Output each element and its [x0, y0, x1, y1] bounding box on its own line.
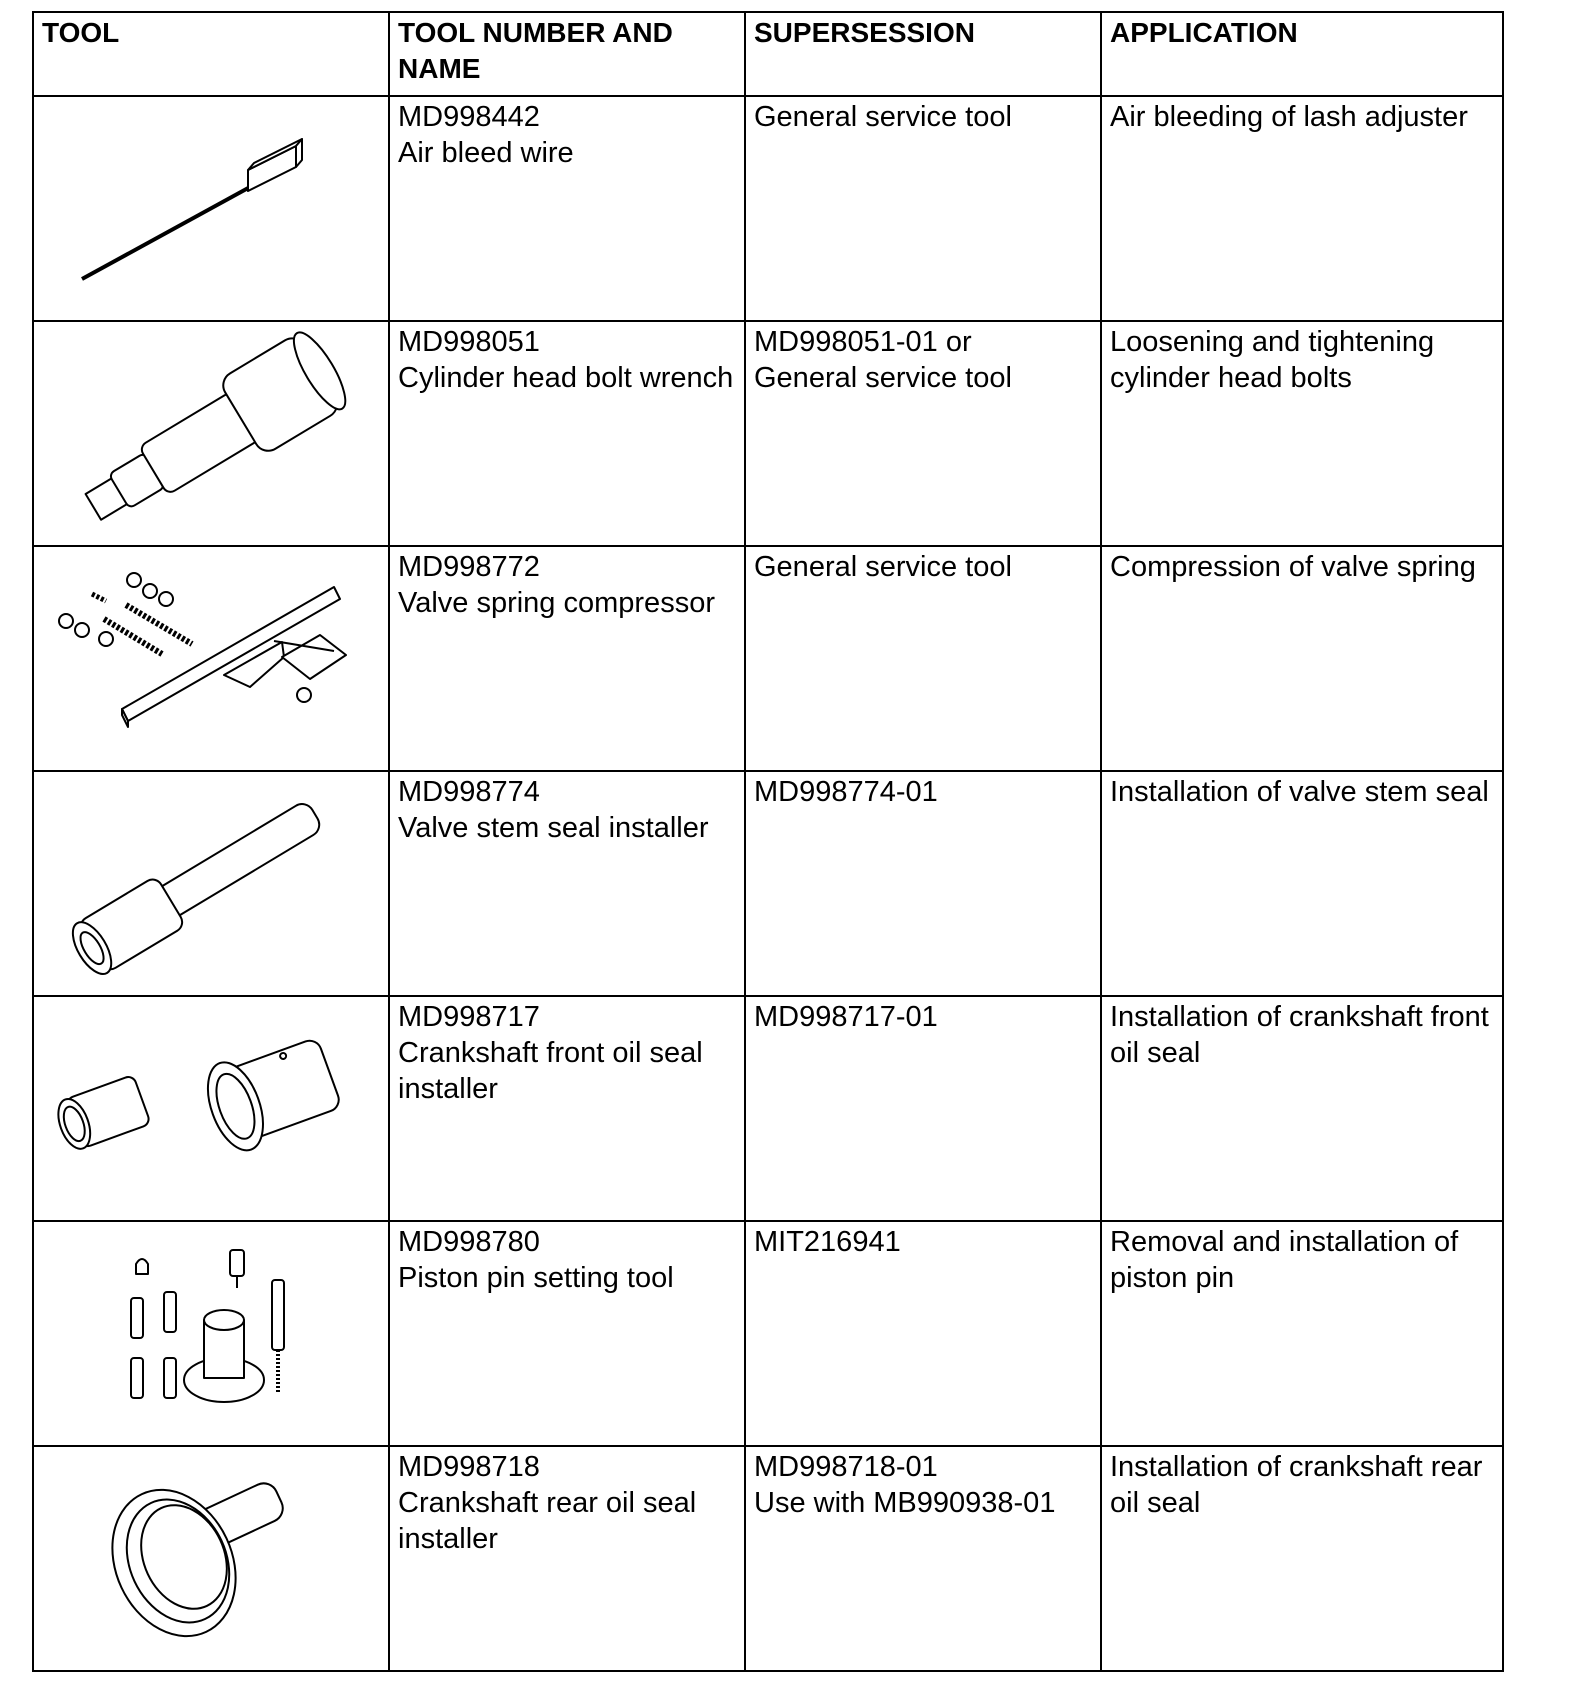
header-tool: TOOL — [33, 12, 389, 96]
application-text: Removal and installation of piston pin — [1110, 1226, 1459, 1294]
tool-number-name-cell — [389, 1446, 745, 1671]
application-text: Air bleeding of lash adjuster — [1110, 101, 1468, 133]
tool-image-cell — [33, 1221, 389, 1446]
table-row — [33, 1221, 1503, 1446]
supersession-line: MD998774-01 — [754, 776, 938, 808]
tool-image-cell — [33, 546, 389, 771]
application-text: Installation of crankshaft front oil seal — [1110, 1001, 1489, 1069]
table-row — [33, 96, 1503, 321]
crankshaft-front-oil-seal-installer-icon — [34, 997, 388, 1218]
cylinder-head-bolt-wrench-icon — [34, 322, 388, 543]
tool-name: Cylinder head bolt wrench — [398, 362, 734, 394]
tool-number: MD998718 — [398, 1451, 540, 1483]
supersession-cell — [745, 1446, 1101, 1671]
tool-number-name-cell — [389, 546, 745, 771]
tool-image-cell — [33, 996, 389, 1221]
tool-image-cell — [33, 771, 389, 996]
application-cell — [1101, 546, 1503, 771]
supersession-line: MIT216941 — [754, 1226, 901, 1258]
application-text: Installation of crankshaft rear oil seal — [1110, 1451, 1483, 1519]
tool-number-name-cell — [389, 321, 745, 546]
crankshaft-rear-oil-seal-installer-icon — [34, 1447, 388, 1668]
application-cell — [1101, 1446, 1503, 1671]
tool-image-cell — [33, 1446, 389, 1671]
supersession-cell — [745, 1221, 1101, 1446]
supersession-line: Use with MB990938-01 — [754, 1487, 1056, 1519]
tool-number: MD998051 — [398, 326, 540, 358]
table-row — [33, 546, 1503, 771]
table-row — [33, 771, 1503, 996]
supersession-cell — [745, 321, 1101, 546]
supersession-cell — [745, 96, 1101, 321]
tool-name: Crankshaft front oil seal installer — [398, 1037, 703, 1105]
tool-number-name-cell — [389, 771, 745, 996]
supersession-line: General service tool — [754, 362, 1012, 394]
header-application: APPLICATION — [1101, 12, 1503, 96]
tool-name: Valve stem seal installer — [398, 812, 709, 844]
table-row — [33, 321, 1503, 546]
supersession-line: MD998717-01 — [754, 1001, 938, 1033]
tool-number-name-cell — [389, 96, 745, 321]
table-row — [33, 996, 1503, 1221]
special-tools-table — [32, 11, 1504, 1672]
tool-number-name-cell — [389, 1221, 745, 1446]
application-text: Loosening and tightening cylinder head bolts — [1110, 326, 1435, 394]
application-cell — [1101, 771, 1503, 996]
application-cell — [1101, 321, 1503, 546]
tool-name: Crankshaft rear oil seal installer — [398, 1487, 697, 1555]
header-row — [33, 12, 1503, 96]
application-text: Installation of valve stem seal — [1110, 776, 1489, 808]
application-cell — [1101, 996, 1503, 1221]
header-tool-number-name: TOOL NUMBER AND NAME — [389, 12, 745, 96]
supersession-line: MD998718-01 — [754, 1451, 938, 1483]
piston-pin-setting-tool-icon — [34, 1222, 388, 1443]
tool-number: MD998442 — [398, 101, 540, 133]
tool-number-name-cell — [389, 996, 745, 1221]
header-supersession: SUPERSESSION — [745, 12, 1101, 96]
valve-stem-seal-installer-icon — [34, 772, 388, 993]
valve-spring-compressor-icon — [34, 547, 388, 768]
supersession-cell — [745, 996, 1101, 1221]
table-row — [33, 1446, 1503, 1671]
tool-image-cell — [33, 321, 389, 546]
application-cell — [1101, 96, 1503, 321]
application-text: Compression of valve spring — [1110, 551, 1476, 583]
tool-number: MD998774 — [398, 776, 540, 808]
tool-number: MD998717 — [398, 1001, 540, 1033]
supersession-line: MD998051-01 or — [754, 326, 972, 358]
tool-number: MD998780 — [398, 1226, 540, 1258]
supersession-line: General service tool — [754, 101, 1012, 133]
tool-name: Air bleed wire — [398, 137, 574, 169]
supersession-line: General service tool — [754, 551, 1012, 583]
air-bleed-wire-icon — [34, 97, 388, 318]
tool-number: MD998772 — [398, 551, 540, 583]
application-cell — [1101, 1221, 1503, 1446]
supersession-cell — [745, 546, 1101, 771]
tool-name: Piston pin setting tool — [398, 1262, 674, 1294]
supersession-cell — [745, 771, 1101, 996]
tool-image-cell — [33, 96, 389, 321]
tool-name: Valve spring compressor — [398, 587, 715, 619]
